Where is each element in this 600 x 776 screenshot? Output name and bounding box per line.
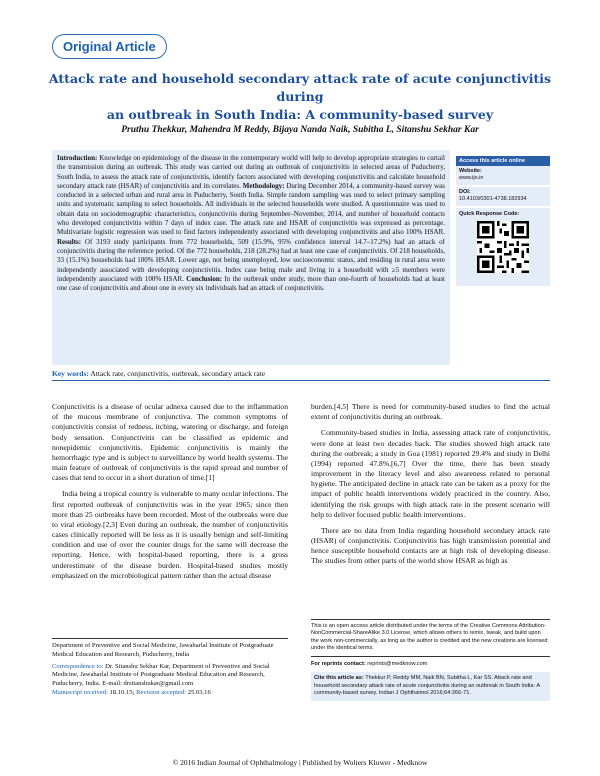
license-note: This is an open access article distributed under the terms of the Creative Commons Attribution-NonCommercial-ShareAlike 3.0 License, which allows others to remix, tweak, and build upon the work non-commercially, as long as the author is credited and the new creations are licensed under the identical terms. — [311, 619, 550, 652]
qr-code-icon[interactable] — [477, 221, 529, 273]
cite-text: Thekkur P, Reddy MM, Naik BN, Subitha L, Kar SS. Attack rate and household secondary attack rate of acute conjunctivitis during an outbreak in South India: A community-based survey. Indian J Ophthalmol 2016;64:266-71. — [314, 675, 540, 697]
keywords-label: Key words: — [52, 369, 89, 378]
body-paragraph: Conjunctivitis is a disease of ocular adnexa caused due to the inflammation of the mucous membrane of conjunctiva. The common symptoms of conjunctivitis consist of redness, itching, watering or discharge, and foreign body sensation. Conjunctivitis can be classified as epidemic and nonepidemic conjunctivitis. Epidemic conjunctivitis is mainly the hemorrhagic type and is subject to surveillance by world health systems. The main feature of outbreak of conjunctivitis is the rapid spread and number of cases that tend to occur in a short duration of time.[1] — [52, 402, 288, 483]
cite-label: Cite this article as: — [314, 675, 364, 681]
title-line-2: an outbreak in South India: A community-based survey — [106, 107, 494, 123]
body-paragraph: There are no data from India regarding household secondary attack rate (HSAR) of conjunctivitis. Conjunctivitis has high transmission potential and hence susceptible household contacts are at high risk of developing disease. The studies from other parts of the world show HSAR as high as — [311, 525, 550, 566]
reprint-label: For reprints contact: — [311, 661, 366, 667]
page-footer: © 2016 Indian Journal of Ophthalmology | Published by Wolters Kluwer - Medknow — [172, 758, 428, 767]
qr-label: Quick Response Code: — [459, 210, 520, 217]
manuscript-dates — [52, 689, 288, 698]
results-text: Of 3193 study participants from 772 households, 509 (15.9%, 95% confidence interval 14.7–17.2%) had an attack of conjunctivitis during the reference period. Of the 772 households, 218 (28.2%) had at least one case of conjunctivitis. Of 218 households, 33 (15.1%) households had 100% HSAR. Lower age, not being unemployed, low socioeconomic status, and residing in rural area were independently associated with developing conjunctivitis. Index case being male and living in a household with ≥5 members were independently associated with 100% HSAR. — [57, 237, 445, 283]
website-link[interactable]: www.ijo.in — [459, 175, 484, 182]
website-row — [456, 166, 550, 185]
results-label: Results: — [57, 237, 82, 246]
keywords — [52, 366, 550, 378]
reprint-note — [311, 656, 550, 667]
body-paragraph: Community-based studies in India, assessing attack rate of conjunctivitis, were done at least two decades back. The studies showed high attack rate during the outbreak; a study in Goa (1981) reported 29.4% and study in Delhi (1994) reported 47.8%.[6,7] Over the time, there has been steady improvement in the literacy level and also awareness related to personal hygiene. The anticipated decline in attack rate can be taken as a proxy for the impact of public health interventions widely practiced in the country. Also, identifying the risk groups with high attack rate in the present scenario will help to deliver focused public health interventions. — [311, 428, 550, 519]
doi-label: DOI: — [459, 188, 471, 195]
reprint-email[interactable]: reprints@medknow.com — [365, 661, 428, 667]
intro-label: Introduction: — [57, 154, 98, 162]
body-paragraph: India being a tropical country is vulnerable to many ocular infections. The first reported outbreak of conjunctivitis was in the year 1965; since then more than 25 outbreaks have been recorded. Most of the outbreaks were due to viral etiology.[2,3] Even during an outbreak, the number of conjunctivitis cases clinically reported will be less as it is usually benign and self-limiting condition and use of over the counter drugs for the same will decrease the reporting. Hence, with hospital-based reporting, there is a gross underestimate of the disease burden. Hospital-based studies mostly emphasized on the microbiological pattern rather than the actual disease — [52, 489, 288, 580]
article-title — [40, 70, 560, 124]
website-label: Website: — [459, 168, 482, 174]
keywords-text: Attack rate, conjunctivitis, outbreak, secondary attack rate — [88, 369, 266, 378]
intro-text: Knowledge on epidemiology of the disease in the contemporary world will help to develop appropriate strategies to curtail the transmission during an outbreak. This study was carried out during an outbreak of conjunctivitis in selected areas of Puducherry, South India, to assess the attack rate of conjunctivitis, identify factors associated with developing conjunctivitis and calculate household secondary attack rate (HSAR) of conjunctivitis and its correlates. — [57, 154, 445, 190]
accepted-date: 25.03.16 — [186, 689, 211, 697]
correspondence-text: Dr. Sitanshu Sekhar Kar, Department of Preventive and Social Medicine, Jawaharlal Institute of Postgraduate Medical Education and Research, Puducherry, India. E-mail: drsitanshukar@gmail.com — [52, 662, 270, 688]
correspondence — [52, 663, 288, 689]
doi-link[interactable]: 10.4103/0301-4738.182934 — [459, 196, 527, 203]
access-online-header: Access this article online — [456, 156, 550, 166]
access-online-box — [456, 156, 550, 286]
methods-label: Methodology: — [242, 181, 285, 190]
received-label: Manuscript received: — [52, 689, 108, 697]
department-text: Department of Preventive and Social Medicine, Jawaharlal Institute of Postgraduate Medical Education and Research, Puducherry, India — [52, 642, 274, 658]
accepted-label: Revision accepted: — [136, 689, 187, 697]
affiliation-block — [52, 638, 288, 698]
body-left-column — [52, 402, 288, 587]
author-list: Pruthu Thekkur, Mahendra M Reddy, Bijaya Nanda Naik, Subitha L, Sitanshu Sekhar Kar — [121, 125, 479, 135]
keywords-divider — [52, 380, 550, 381]
conclusion-label: Conclusion: — [186, 274, 223, 283]
received-date: 18.10.15; — [107, 689, 137, 697]
cite-box — [311, 672, 550, 701]
methods-text: During December 2014, a community-based survey was conducted in a selected urban and rural area in Puducherry, South India. Simple random sampling was used to select primary sampling units and systematic sampling to select households. All individuals in the selected households were studied. A questionnaire was used to obtain data on sociodemographic characteristics, conjunctivitis during September–November, 2014, and number of household contacts who developed conjunctivitis within 7 days of index case. The attack rate and HSAR of conjunctivitis was expressed as percentage. Multivariate logistic regression was used to find factors independently associated with developing conjunctivitis and also 100% HSAR. — [57, 181, 445, 237]
doi-row — [456, 185, 550, 206]
conclusion-text: In the outbreak under study, more than one-fourth of households had at least one case of conjunctivitis and about one in every six individuals had an attack of conjunctivitis. — [57, 274, 445, 293]
body-right-column — [311, 402, 550, 573]
body-paragraph: burden.[4,5] There is need for community-based studies to find the actual extent of conjunctivitis during an outbreak. — [311, 402, 550, 422]
abstract-box — [52, 150, 450, 365]
title-line-1: Attack rate and household secondary attack rate of acute conjunctivitis during — [48, 71, 552, 105]
article-type-badge: Original Article — [52, 34, 167, 59]
qr-section — [456, 206, 550, 286]
correspondence-label: Correspondence to: — [52, 662, 104, 670]
